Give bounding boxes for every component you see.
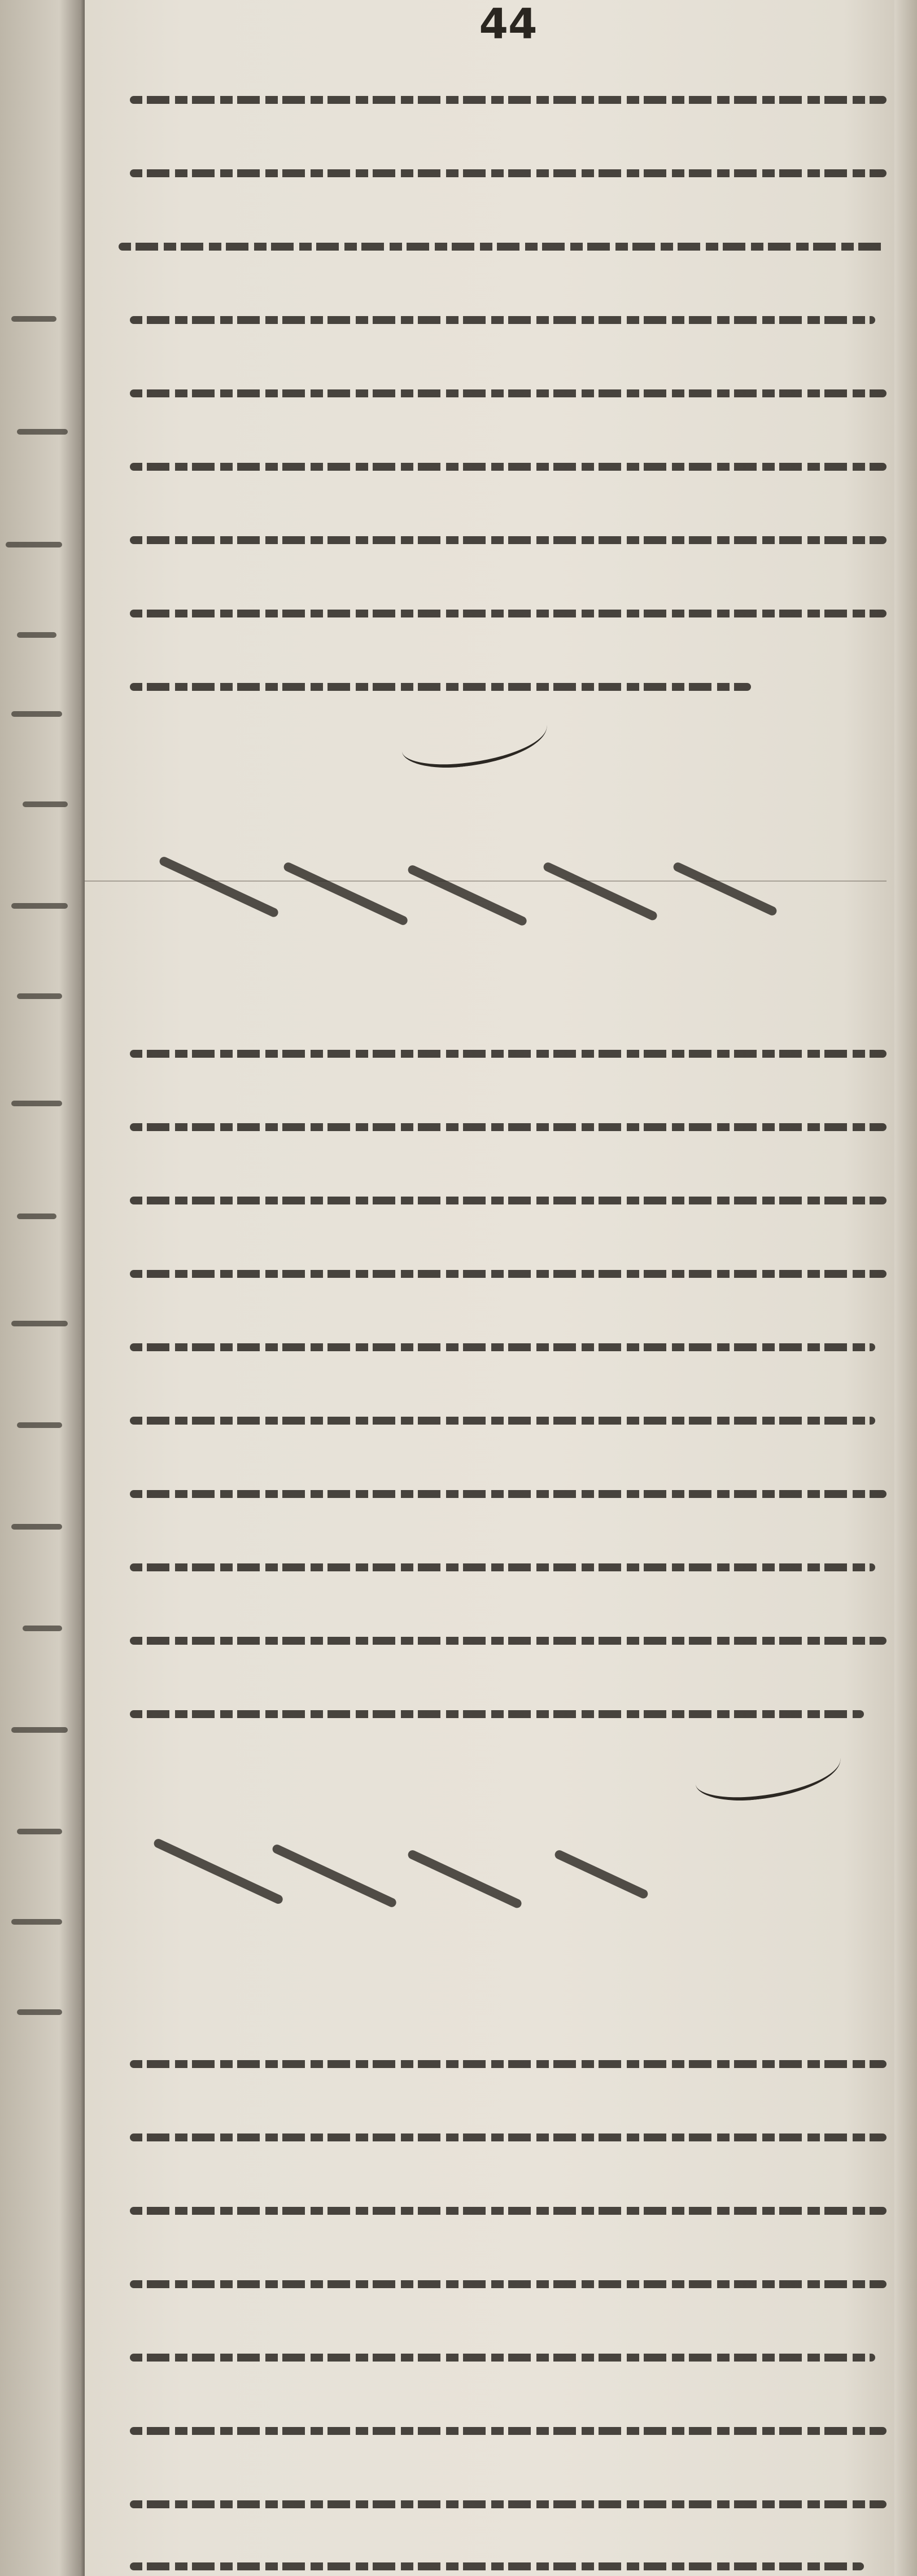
binding-fold [0,0,85,2576]
deed-record-3 [85,1919,898,2576]
signature [399,704,551,773]
deed-record-2 [85,1016,898,1829]
signature [692,1737,844,1806]
deed-record-1 [85,62,898,864]
page-number: 44 [479,0,538,49]
page-edge [894,0,917,2576]
